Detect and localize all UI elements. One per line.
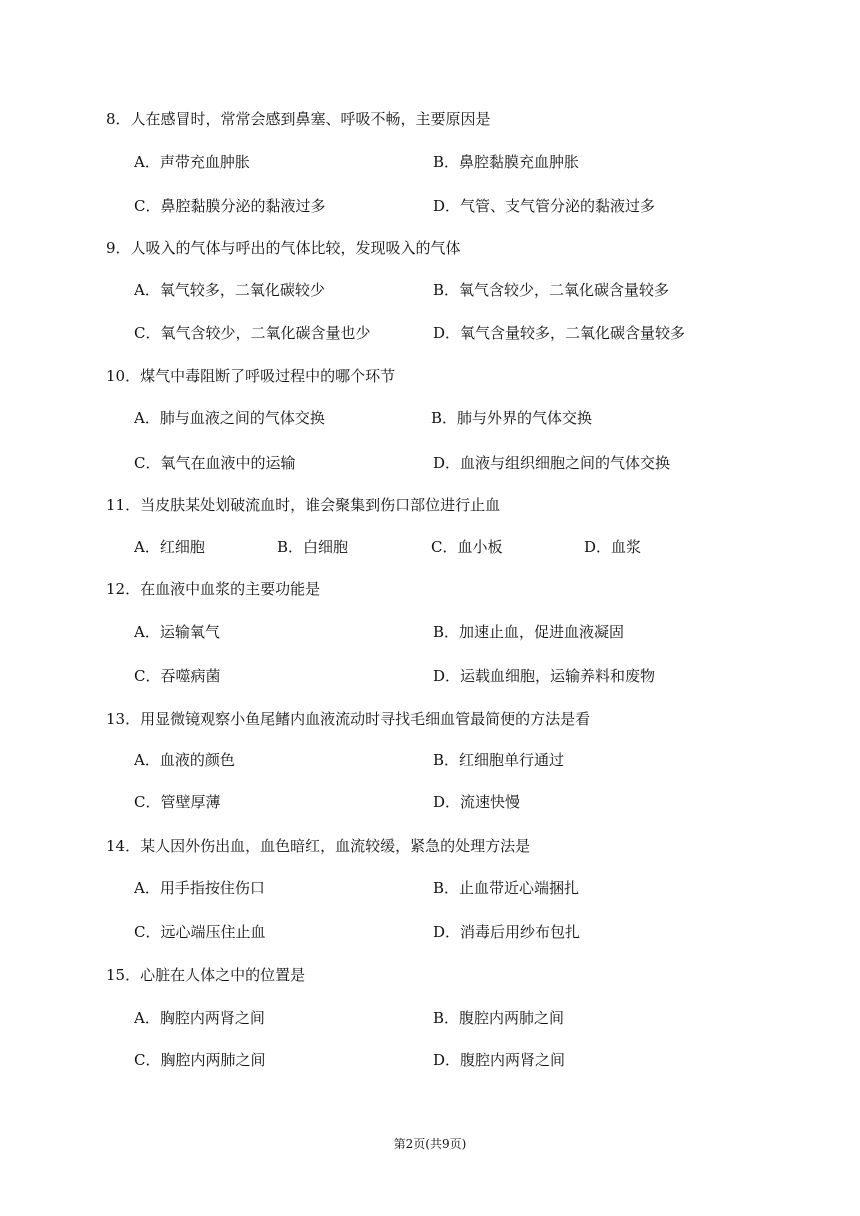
question-10-option-d: D．血液与组织细胞之间的气体交换 xyxy=(433,454,671,472)
question-15-option-a: A．胸腔内两肾之间 xyxy=(134,1009,265,1027)
question-11-option-c: C．血小板 xyxy=(431,538,503,556)
question-15-option-c: C．胸腔内两肺之间 xyxy=(134,1051,266,1069)
question-8-option-c: C．鼻腔黏膜分泌的黏液过多 xyxy=(134,197,326,215)
question-12-stem: 12．在血液中血浆的主要功能是 xyxy=(106,580,321,598)
question-15-option-d: D．腹腔内两肾之间 xyxy=(433,1051,566,1069)
question-13-option-b: B．红细胞单行通过 xyxy=(433,751,565,769)
question-8-stem: 8．人在感冒时，常常会感到鼻塞、呼吸不畅，主要原因是 xyxy=(106,110,491,128)
question-10-option-b: B．肺与外界的气体交换 xyxy=(431,409,593,427)
question-10-stem: 10．煤气中毒阻断了呼吸过程中的哪个环节 xyxy=(106,367,396,385)
question-9-option-c: C．氧气含较少，二氧化碳含量也少 xyxy=(134,324,371,342)
question-14-option-c: C．远心端压住止血 xyxy=(134,923,266,941)
question-9-option-b: B．氧气含较少，二氧化碳含量较多 xyxy=(433,281,670,299)
question-12-option-c: C．吞噬病菌 xyxy=(134,667,221,685)
question-8-option-b: B．鼻腔黏膜充血肿胀 xyxy=(433,153,580,171)
page-footer: 第2页(共9页) xyxy=(393,1137,467,1151)
question-15-stem: 15．心脏在人体之中的位置是 xyxy=(106,966,306,984)
question-8-option-a: A．声带充血肿胀 xyxy=(134,153,250,171)
question-8-option-d: D．气管、支气管分泌的黏液过多 xyxy=(433,197,656,215)
question-11-option-d: D．血浆 xyxy=(584,538,642,556)
question-13-option-a: A．血液的颜色 xyxy=(134,751,235,769)
question-9-stem: 9．人吸入的气体与呼出的气体比较，发现吸入的气体 xyxy=(106,239,461,257)
question-14-option-b: B．止血带近心端捆扎 xyxy=(433,879,580,897)
question-11-option-b: B．白细胞 xyxy=(277,538,349,556)
question-14-option-a: A．用手指按住伤口 xyxy=(134,879,265,897)
question-14-stem: 14．某人因外伤出血，血色暗红，血流较缓，紧急的处理方法是 xyxy=(106,837,531,855)
question-14-option-d: D．消毒后用纱布包扎 xyxy=(433,923,581,941)
question-11-stem: 11．当皮肤某处划破流血时，谁会聚集到伤口部位进行止血 xyxy=(106,496,501,514)
question-12-option-d: D．运载血细胞，运输养料和废物 xyxy=(433,667,656,685)
question-9-option-a: A．氧气较多，二氧化碳较少 xyxy=(134,281,325,299)
question-10-option-a: A．肺与血液之间的气体交换 xyxy=(134,409,325,427)
question-13-option-c: C．管壁厚薄 xyxy=(134,793,221,811)
question-12-option-b: B．加速止血，促进血液凝固 xyxy=(433,623,625,641)
question-12-option-a: A．运输氧气 xyxy=(134,623,220,641)
question-13-option-d: D．流速快慢 xyxy=(433,793,521,811)
question-11-option-a: A．红细胞 xyxy=(134,538,205,556)
question-13-stem: 13．用显微镜观察小鱼尾鳍内血液流动时寻找毛细血管最简便的方法是看 xyxy=(106,710,591,728)
question-15-option-b: B．腹腔内两肺之间 xyxy=(433,1009,565,1027)
question-10-option-c: C．氧气在血液中的运输 xyxy=(134,454,296,472)
question-9-option-d: D．氧气含量较多，二氧化碳含量较多 xyxy=(433,324,686,342)
